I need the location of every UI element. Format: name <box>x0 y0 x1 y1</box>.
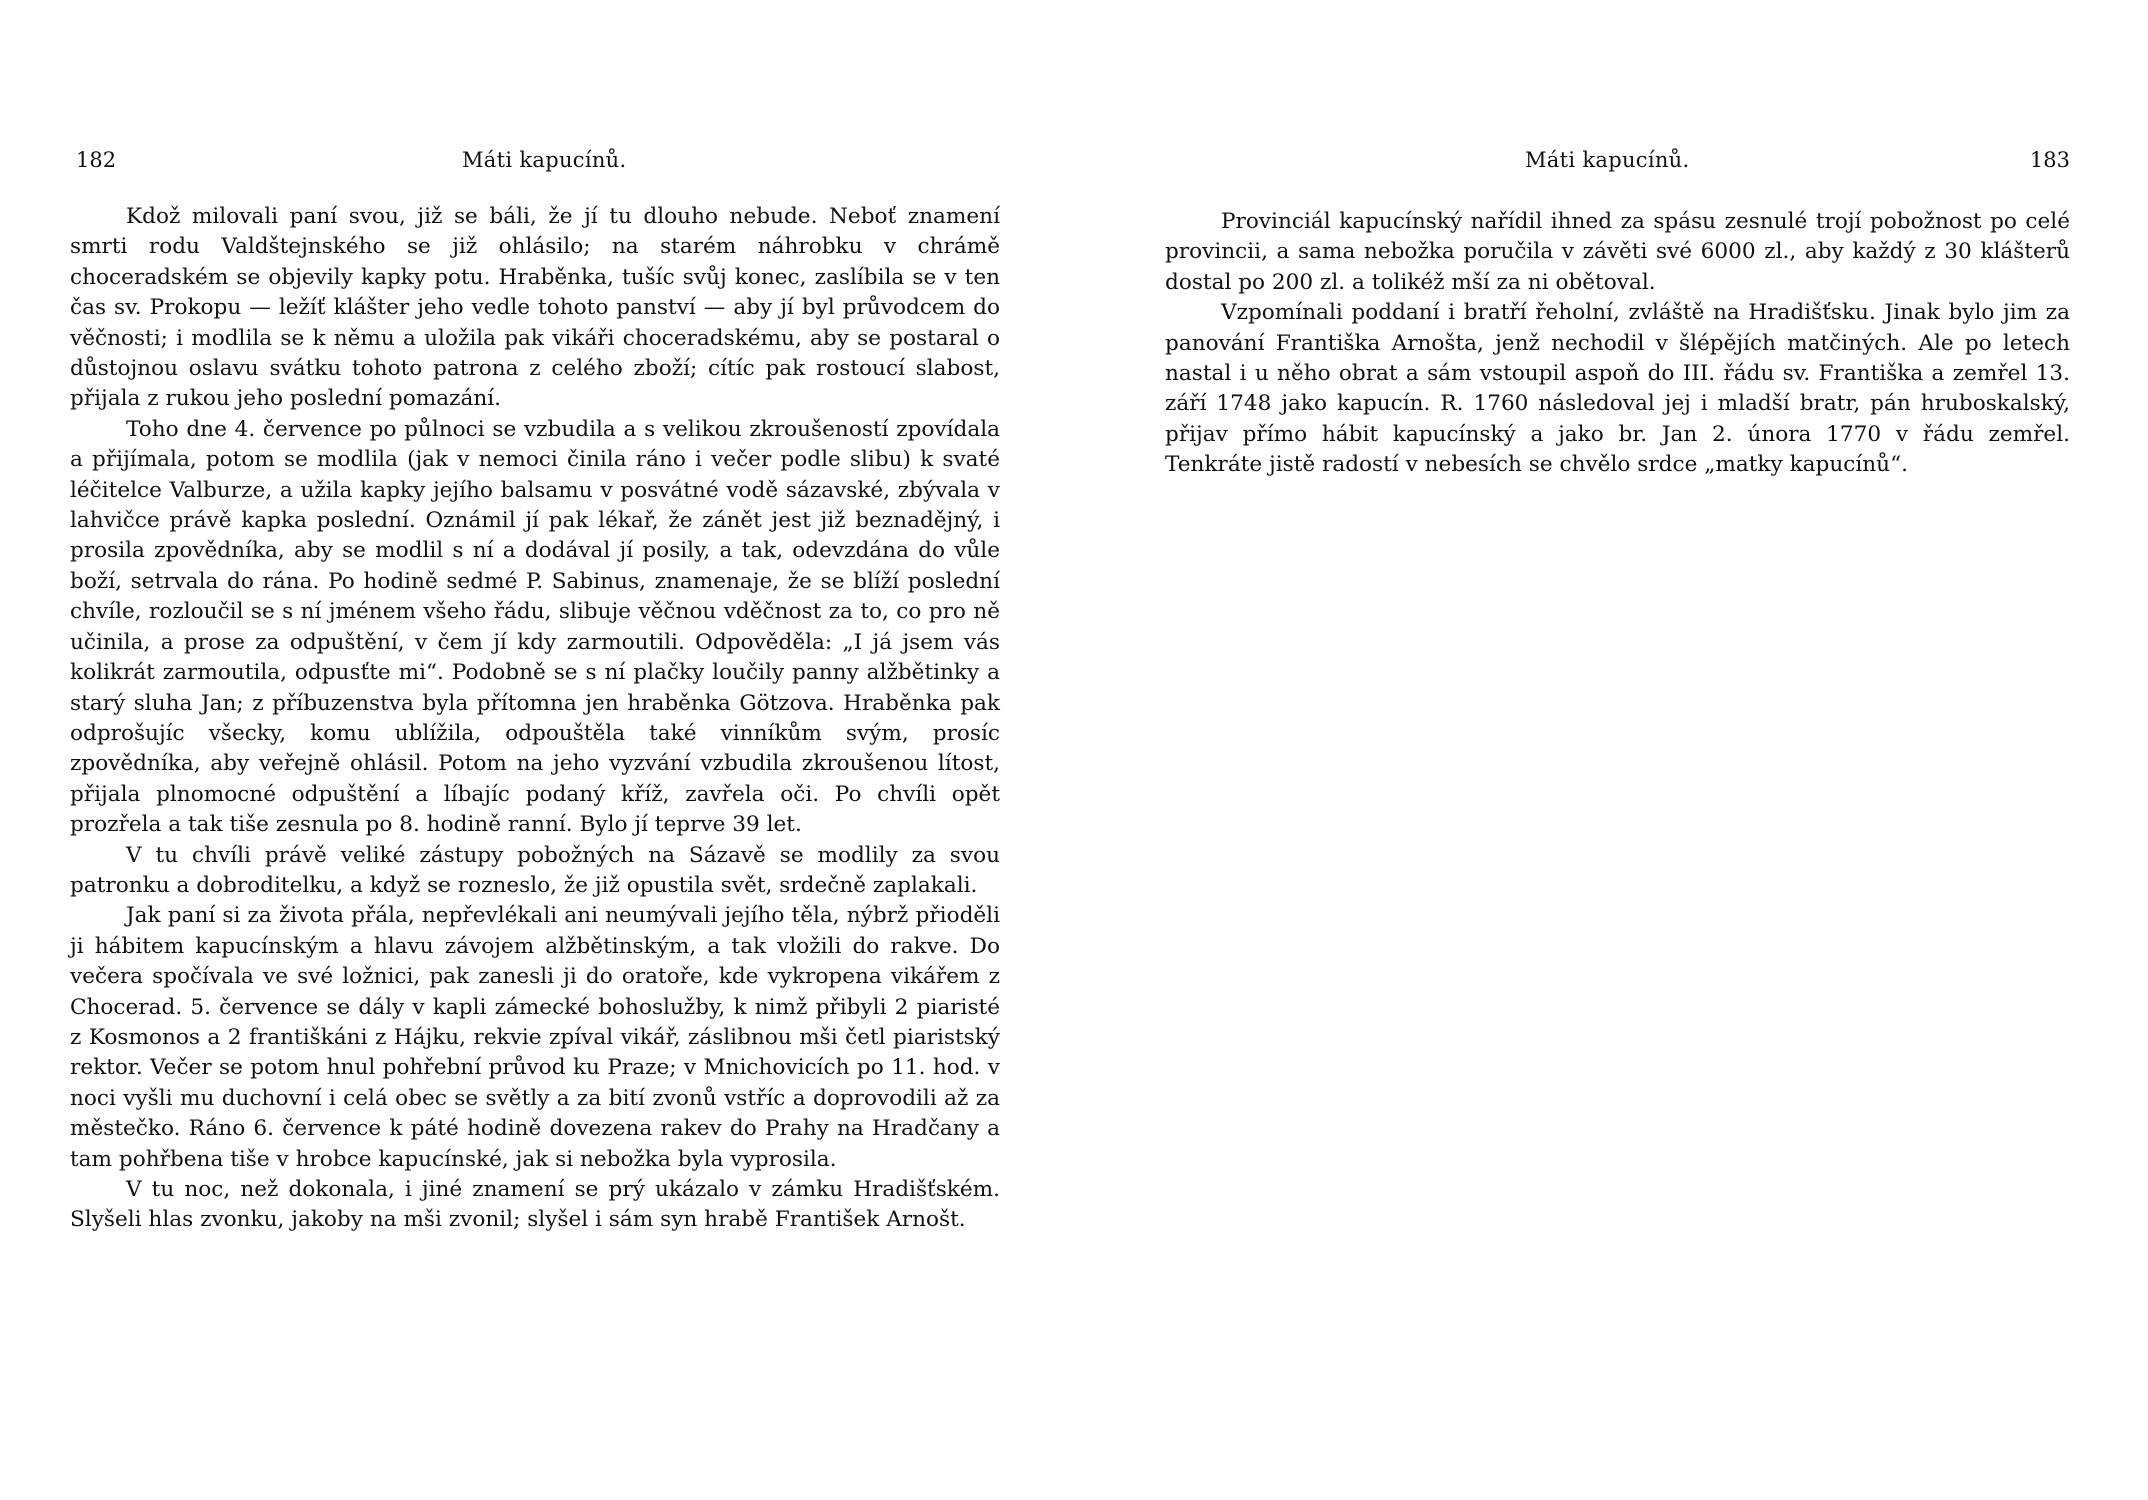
right-page <box>1165 0 2070 1500</box>
left-paragraph-3: V tu chvíli právě veliké zástupy pobožných na Sázavě se modlily za svou patronku a dobroditelku, a když se rozneslo, že již opustila svět, srdečně zaplakali. <box>70 842 1000 898</box>
right-page-number: 183 <box>2029 148 2070 172</box>
right-running-title: Máti kapucínů. <box>1525 148 1690 172</box>
left-paragraph-4: Jak paní si za života přála, nepřevlékali ani neumývali jejího těla, nýbrž přioděli ji hábitem kapucínským a hlavu závojem alžbětinským, a tak vložili do rakve. Do večera spočívala ve své ložnici, pak zanesli ji do oratoře, kde vykropena vikářem z Chocerad. 5. července se dály v kapli zámecké bohoslužby, k nimž přibyli 2 piaristé z Kosmonos a 2 františkáni z Hájku, rekvie zpíval vikář, záslibnou mši četl piaristský rektor. Večer se potom hnul pohřební průvod ku Praze; v Mnichovicích po 11. hod. v noci vyšli mu duchovní i celá obec se světly a za bití zvonů vstříc a doprovodili až za městečko. Ráno 6. července k páté hodině dovezena rakev do Prahy na Hradčany a tam pohřbena tiše v hrobce kapucínské, jak si nebožka byla vyprosila. <box>70 903 1000 1172</box>
right-paragraph-1: Provinciál kapucínský nařídil ihned za spásu zesnulé trojí pobožnost po celé provincii, a sama nebožka poručila v závěti své 6000 zl., aby každý z 30 klášterů dostal po 200 zl. a tolikéž mší za ni obětoval. <box>1165 209 2070 295</box>
left-running-head <box>70 148 1000 182</box>
right-body-text <box>1165 207 2070 481</box>
left-paragraph-2: Toho dne 4. července po půlnoci se vzbudila a s velikou zkroušeností zpovídala a přijímala, potom se modlila (jak v nemoci činila ráno i večer podle slibu) k svaté léčitelce Valburze, a užila kapky jejího balsamu v posvátné vodě sázavské, zbývala v lahvičce právě kapka poslední. Oznámil jí pak lékař, že zánět jest již beznadějný, i prosila zpovědníka, aby se modlil s ní a dodával jí posily, a tak, odevzdána do vůle boží, setrvala do rána. Po hodině sedmé P. Sabinus, znamenaje, že se blíží poslední chvíle, rozloučil se s ní jménem všeho řádu, slibuje věčnou vděčnost za to, co pro ně učinila, a prose za odpuštění, v čem jí kdy zarmoutili. Odpověděla: „I já jsem vás kolikrát zarmoutila, odpusťte mi“. Podobně se s ní plačky loučily panny alžbětinky a starý sluha Jan; z příbuzenstva byla přítomna jen hraběnka Götzova. Hraběnka pak odprošujíc všecky, komu ublížila, odpouštěla také vinníkům svým, prosíc zpovědníka, aby veřejně ohlásil. Potom na jeho vyzvání vzbudila zkroušenou lítost, přijala plnomocné odpuštění a líbajíc podaný kříž, zavřela oči. Po chvíli opět prozřela a tak tiše zesnula po 8. hodině ranní. Bylo jí teprve 39 let. <box>70 416 1000 838</box>
right-paragraph-2: Vzpomínali poddaní i bratří řeholní, zvláště na Hradišťsku. Jinak bylo jim za panování Františka Arnošta, jenž nechodil v šlépějích matčiných. Ale po letech nastal i u něho obrat a sám vstoupil aspoň do III. řádu sv. Františka a zemřel 13. září 1748 jako kapucín. R. 1760 následoval jej i mladší bratr, pán hruboskalský, přijav přímo hábit kapucínský a jako br. Jan 2. února 1770 v řádu zemřel. Tenkráte jistě radostí v nebesích se chvělo srdce „matky kapucínů“. <box>1165 300 2070 478</box>
left-paragraph-1: Kdož milovali paní svou, již se báli, že jí tu dlouho nebude. Neboť znamení smrti rodu Valdštejnského se již ohlásilo; na starém náhrobku v chrámě choceradském se objevily kapky potu. Hraběnka, tušíc svůj konec, zaslíbila se v ten čas sv. Prokopu — ležíť klášter jeho vedle tohoto panství — aby jí byl průvodcem do věčnosti; i modlila se k němu a uložila pak vikáři choceradskému, aby se postaral o důstojnou oslavu svátku tohoto patrona z celého zboží; cítíc pak rostoucí slabost, přijala z rukou jeho poslední pomazání. <box>70 204 1000 412</box>
right-running-head <box>1165 148 2070 182</box>
left-page <box>70 0 1000 1500</box>
left-page-number: 182 <box>76 148 117 172</box>
left-running-title: Máti kapucínů. <box>462 148 627 172</box>
left-body-text <box>70 202 1000 1236</box>
left-paragraph-5: V tu noc, než dokonala, i jiné znamení se prý ukázalo v zámku Hradišťském. Slyšeli hlas zvonku, jakoby na mši zvonil; slyšel i sám syn hrabě František Arnošt. <box>70 1177 1000 1233</box>
